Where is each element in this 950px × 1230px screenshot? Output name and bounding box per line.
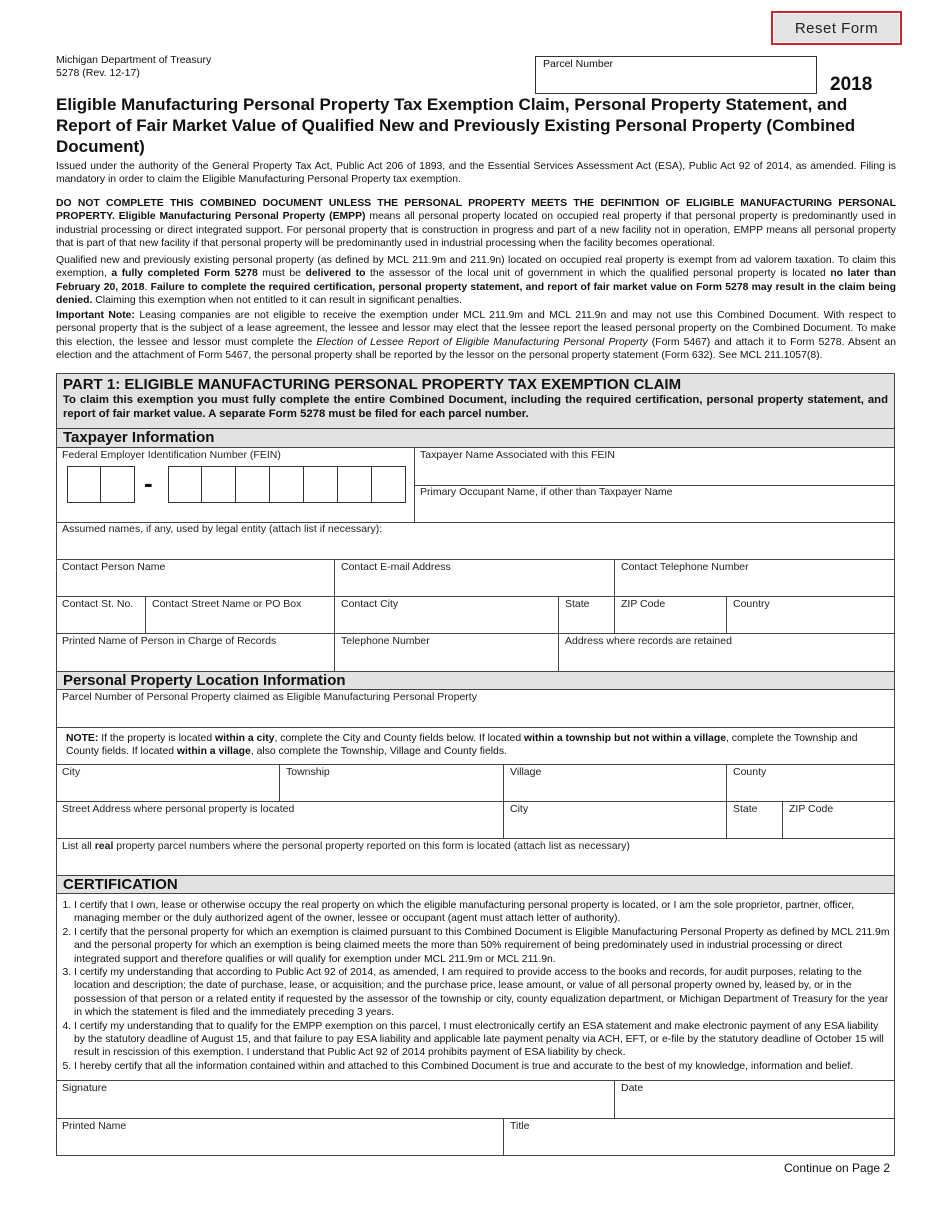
fein-digit-input[interactable] bbox=[168, 466, 202, 503]
location-state-label: State bbox=[733, 803, 758, 815]
certification-item: 1. I certify that I own, lease or otherwise occupy the real property on which the eligible manufacturing personal property is located, or I am the sole proprietor, partner, officer, managing member or the duly authorized agent of the owner, lessee or occupant (agent must attach letter of authority). bbox=[74, 899, 890, 926]
taxpayer-info-heading: Taxpayer Information bbox=[57, 429, 894, 448]
divider bbox=[57, 801, 894, 802]
divider bbox=[334, 633, 335, 671]
contact-person-label: Contact Person Name bbox=[62, 561, 166, 573]
fein-digit-input[interactable] bbox=[202, 466, 236, 503]
location-street-label: Street Address where personal property is located bbox=[62, 803, 295, 815]
location-city2-label: City bbox=[510, 803, 529, 815]
divider bbox=[57, 1080, 894, 1081]
date-label: Date bbox=[621, 1082, 644, 1094]
assumed-names-label: Assumed names, if any, used by legal entity (attach list if necessary): bbox=[62, 523, 383, 535]
location-village-label: Village bbox=[510, 766, 542, 778]
records-address-label: Address where records are retained bbox=[565, 635, 732, 647]
taxpayer-name-label: Taxpayer Name Associated with this FEIN bbox=[420, 449, 615, 461]
contact-phone-label: Contact Telephone Number bbox=[621, 561, 749, 573]
form-year: 2018 bbox=[830, 74, 873, 95]
divider bbox=[558, 596, 559, 633]
important-note: Important Note: Leasing companies are not eligible to receive the exemption under MCL 211.9m and MCL 211.9n and may not use this Combined Document. With respect to personal property that is the subject of a lease agreement, the lessee and lessor may elect that the lessee report the leased personal property on the Combined Document. To make this election, the lessee and lessor must complete the Election of Lessee Report of Eligible Manufacturing Personal Property (Form 5467) and attach it to Form 5278. Absent an election and the attachment of Form 5467, the personal property shall be reported by the lessor on the personal property statement (Form 632). See MCL 211.1057(8). bbox=[56, 310, 896, 361]
fein-digit-input[interactable] bbox=[338, 466, 372, 503]
divider bbox=[503, 764, 504, 801]
records-phone-label: Telephone Number bbox=[341, 635, 430, 647]
divider bbox=[726, 801, 727, 838]
contact-street-label: Contact Street Name or PO Box bbox=[152, 598, 302, 610]
location-parcel-label: Parcel Number of Personal Property claimed as Eligible Manufacturing Personal Property bbox=[62, 691, 477, 703]
location-info-heading: Personal Property Location Information bbox=[57, 671, 894, 690]
title-label: Title bbox=[510, 1120, 530, 1132]
agency-name: Michigan Department of Treasury bbox=[56, 54, 212, 66]
part1-title: PART 1: ELIGIBLE MANUFACTURING PERSONAL PROPERTY TAX EXEMPTION CLAIM bbox=[63, 376, 682, 393]
divider bbox=[614, 596, 615, 633]
intro-paragraph-1: DO NOT COMPLETE THIS COMBINED DOCUMENT UNLESS THE PERSONAL PROPERTY MEETS THE DEFINITION OF ELIGIBLE MANUFACTURING PERSONAL PROPERTY. Eligible Manufacturing Personal Property (EMPP) means all personal property located on occupied real property if that personal property is predominantly used in industrial processing or direct integrated support. For personal property that is construction in progress and part of a new facility not in operation, EMPP means all personal property that is part of that new facility if that personal property will be predominantly used in industrial processing when the facility becomes operational. bbox=[56, 198, 896, 249]
divider bbox=[57, 727, 894, 728]
divider bbox=[726, 764, 727, 801]
part1-instructions: To claim this exemption you must fully complete the entire Combined Document, including the required certification, personal property statement, and report of fair market value. A separate Form 5278 must be filed for each parcel number. bbox=[63, 394, 888, 420]
divider bbox=[57, 559, 894, 560]
certification-item: 2. I certify that the personal property for which an exemption is claimed pursuant to this Combined Document is Eligible Manufacturing Personal Property as defined by MCL 211.9m and the personal property for which an exemption is being claimed meets the more than 50% requirement of being predominately used in industrial processing or direct integrated support and therefore qualifies or will qualify for exemption under MCL 211.9m or MCL 211.9n. bbox=[74, 926, 890, 966]
divider bbox=[726, 596, 727, 633]
contact-st-no-label: Contact St. No. bbox=[62, 598, 134, 610]
form-title: Eligible Manufacturing Personal Property Tax Exemption Claim, Personal Property Statement, and Report of Fair Market Value of Qualified New and Previously Existing Personal Property (Combined Document) bbox=[56, 95, 856, 156]
certification-item: 4. I certify my understanding that to qualify for the EMPP exemption on this parcel, I must electronically certify an ESA statement and make electronic payment of any ESA liability by the statutory deadline of August 15, and that failure to pay ESA liability and applicable late payment penalty via ACH, EFT, or e-file by the statutory deadline of October 15 will result in rescission of this exemption. I understand that Public Act 92 of 2014 prohibits payment of ESA liability by check. bbox=[74, 1020, 890, 1060]
fein-digit-input[interactable] bbox=[67, 466, 101, 503]
fein-digit-input[interactable] bbox=[270, 466, 304, 503]
divider bbox=[145, 596, 146, 633]
records-person-label: Printed Name of Person in Charge of Records bbox=[62, 635, 277, 647]
certification-list bbox=[62, 899, 890, 1073]
intro-paragraph-2: Qualified new and previously existing personal property (as defined by MCL 211.9m and 211.9n) located on occupied real property is exempt from ad valorem taxation. To claim this exemption, a fully completed Form 5278 must be delivered to the assessor of the local unit of government in which the qualified personal property is located no later than February 20, 2018. Failure to complete the required certification, personal property statement, and report of fair market value on Form 5278 may result in the claim being denied. Claiming this exemption when not entitled to it can result in significant penalties. bbox=[56, 255, 896, 306]
fein-digit-input[interactable] bbox=[304, 466, 338, 503]
parcel-number-field[interactable] bbox=[535, 56, 817, 94]
divider bbox=[558, 633, 559, 671]
divider bbox=[57, 1118, 894, 1119]
divider bbox=[57, 596, 894, 597]
occupant-name-label: Primary Occupant Name, if other than Taxpayer Name bbox=[420, 486, 673, 498]
divider bbox=[57, 633, 894, 634]
fein-dash: - bbox=[144, 468, 153, 498]
reset-form-button[interactable]: Reset Form bbox=[771, 11, 902, 45]
divider bbox=[503, 1118, 504, 1156]
authority-text: Issued under the authority of the General Property Tax Act, Public Act 206 of 1893, and the Essential Services Assessment Act (ESA), Public Act 92 of 2014, as amended. Filing is mandatory in order to claim the Eligible Manufacturing Personal Property tax exemption. bbox=[56, 161, 896, 186]
fein-digit-input[interactable] bbox=[101, 466, 135, 503]
fein-label: Federal Employer Identification Number (FEIN) bbox=[62, 449, 281, 461]
divider bbox=[57, 764, 894, 765]
contact-zip-label: ZIP Code bbox=[621, 598, 666, 610]
divider bbox=[334, 559, 335, 596]
certification-item: 3. I certify my understanding that according to Public Act 92 of 2014, as amended, I am required to provide access to the books and records, for audit purposes, relating to the location and description; the date of purchase, lease, or acquisition; and the purchase price, lease amount, or value of all personal property owned by, leased by, or in the possession of that person or a related entity if requested by the assessor of the township or city, county equalization department, or Michigan Department of Treasury for the year in which the statement is filed and the immediately preceding 3 years. bbox=[74, 966, 890, 1020]
continue-note: Continue on Page 2 bbox=[784, 1161, 891, 1175]
contact-email-label: Contact E-mail Address bbox=[341, 561, 451, 573]
fein-group-2 bbox=[168, 466, 406, 503]
divider bbox=[279, 764, 280, 801]
fein-digit-input[interactable] bbox=[372, 466, 406, 503]
contact-country-label: Country bbox=[733, 598, 770, 610]
divider bbox=[614, 559, 615, 596]
location-zip-label: ZIP Code bbox=[789, 803, 834, 815]
real-parcels-label: List all real property parcel numbers where the personal property reported on this form is located (attach list as necessary) bbox=[62, 840, 630, 852]
location-note: NOTE: If the property is located within a city, complete the City and County fields below. If located within a township but not within a village, complete the Township and County fields. If located within a village, also complete the Township, Village and County fields. bbox=[66, 733, 858, 758]
contact-city-label: Contact City bbox=[341, 598, 399, 610]
agency-block bbox=[56, 54, 211, 80]
certification-item: 5. I hereby certify that all the information contained within and attached to this Combined Document is true and accurate to the best of my knowledge, information and belief. bbox=[74, 1060, 890, 1073]
printed-name-label: Printed Name bbox=[62, 1120, 127, 1132]
parcel-number-label: Parcel Number bbox=[543, 58, 614, 70]
divider bbox=[782, 801, 783, 838]
signature-label: Signature bbox=[62, 1082, 107, 1094]
location-township-label: Township bbox=[286, 766, 330, 778]
part1-header bbox=[57, 374, 894, 429]
fein-digit-input[interactable] bbox=[236, 466, 270, 503]
location-county-label: County bbox=[733, 766, 767, 778]
location-city-label: City bbox=[62, 766, 81, 778]
form-number: 5278 (Rev. 12-17) bbox=[56, 67, 140, 79]
divider bbox=[334, 596, 335, 633]
fein-group-1 bbox=[67, 466, 135, 503]
divider bbox=[614, 1080, 615, 1118]
divider bbox=[57, 838, 894, 839]
contact-state-label: State bbox=[565, 598, 590, 610]
divider bbox=[503, 801, 504, 838]
certification-heading: CERTIFICATION bbox=[57, 875, 894, 894]
